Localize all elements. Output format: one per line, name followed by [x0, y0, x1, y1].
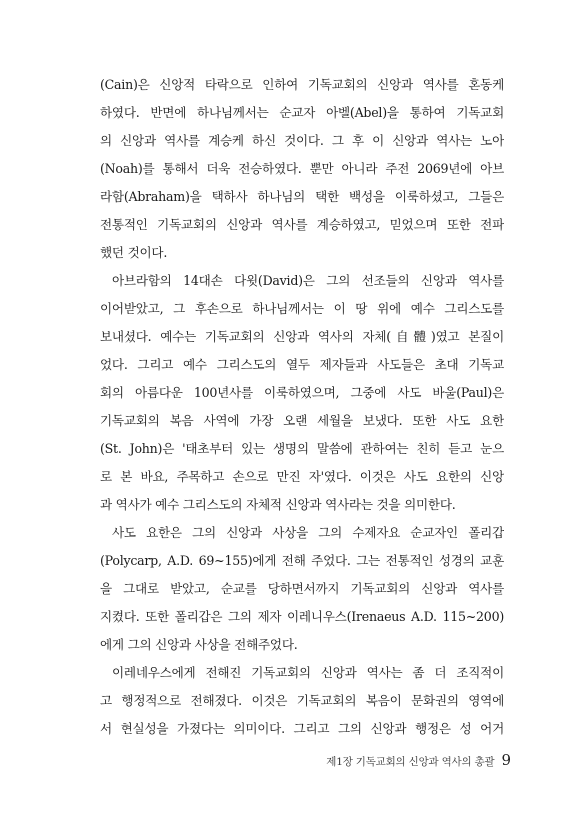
paragraph — [100, 71, 504, 267]
paragraph — [100, 519, 504, 659]
text-line: (Cain)은 신앙적 타락으로 인하여 기독교회의 신앙과 역사를 혼동케 — [100, 77, 504, 92]
text-line: 이어받았고, 그 후손으로 하나님께서는 이 땅 위에 예수 그리스도를 — [100, 301, 504, 316]
text-line: (St. John)은 '태초부터 있는 생명의 말씀에 관하여는 친히 듣고 눈으 — [100, 441, 504, 456]
text-line: (Noah)를 통해서 더욱 전승하였다. 뿐만 아니라 주전 2069년에 아브 — [100, 161, 504, 176]
text-line: 기독교회의 복음 사역에 가장 오랜 세월을 보냈다. 또한 사도 요한 — [100, 413, 504, 428]
text-line: 의 신앙과 역사를 계승케 하신 것이다. 그 후 이 신앙과 역사는 노아 — [100, 133, 504, 148]
text-line: 서 현실성을 가졌다는 의미이다. 그리고 그의 신앙과 행정은 성 어거 — [100, 721, 504, 736]
text-line: 사도 요한은 그의 신앙과 사상을 그의 수제자요 순교자인 폴리갑 — [112, 525, 504, 540]
text-line: 고 행정적으로 전해졌다. 이것은 기독교회의 복음이 문화권의 영역에 — [100, 693, 504, 708]
text-line: 이레네우스에게 전해진 기독교회의 신앙과 역사는 좀 더 조직적이 — [112, 665, 504, 680]
text-line: 지켰다. 또한 폴리갑은 그의 제자 이레니우스(Irenaeus A.D. 115~200) — [100, 609, 504, 624]
text-line: 전통적인 기독교회의 신앙과 역사를 계승하였고, 믿었으며 또한 전파 — [100, 217, 504, 232]
page-footer — [326, 751, 511, 769]
text-line: (Polycarp, A.D. 69~155)에게 전해 주었다. 그는 전통적인 성경의 교훈 — [100, 553, 504, 568]
text-line: 을 그대로 받았고, 순교를 당하면서까지 기독교회의 신앙과 역사를 — [100, 581, 504, 596]
text-line: 했던 것이다. — [100, 245, 168, 260]
text-line: 회의 아름다운 100년사를 이룩하였으며, 그중에 사도 바울(Paul)은 — [100, 385, 504, 400]
paragraph — [100, 267, 504, 519]
text-line: 하였다. 반면에 하나님께서는 순교자 아벨(Abel)을 통하여 기독교회 — [100, 105, 504, 120]
text-line: 라함(Abraham)을 택하사 하나님의 택한 백성을 이룩하셨고, 그들은 — [100, 189, 504, 204]
text-line: 로 본 바요, 주목하고 손으로 만진 자'였다. 이것은 사도 요한의 신앙 — [100, 469, 504, 484]
text-line: 과 역사가 예수 그리스도의 자체적 신앙과 역사라는 것을 의미한다. — [100, 497, 456, 512]
paragraph — [100, 659, 504, 743]
text-line: 었다. 그리고 예수 그리스도의 열두 제자들과 사도들은 초대 기독교 — [100, 357, 504, 372]
text-line: 보내셨다. 예수는 기독교회의 신앙과 역사의 자체(自體)였고 본질이 — [100, 329, 504, 344]
text-line: 아브라함의 14대손 다윗(David)은 그의 선조들의 신앙과 역사를 — [112, 273, 504, 288]
page-number: 9 — [501, 751, 511, 769]
text-line: 에게 그의 신앙과 사상을 전해주었다. — [100, 637, 298, 652]
body-text — [100, 71, 504, 743]
running-title: 제1장 기독교회의 신앙과 역사의 총괄 — [326, 756, 495, 768]
